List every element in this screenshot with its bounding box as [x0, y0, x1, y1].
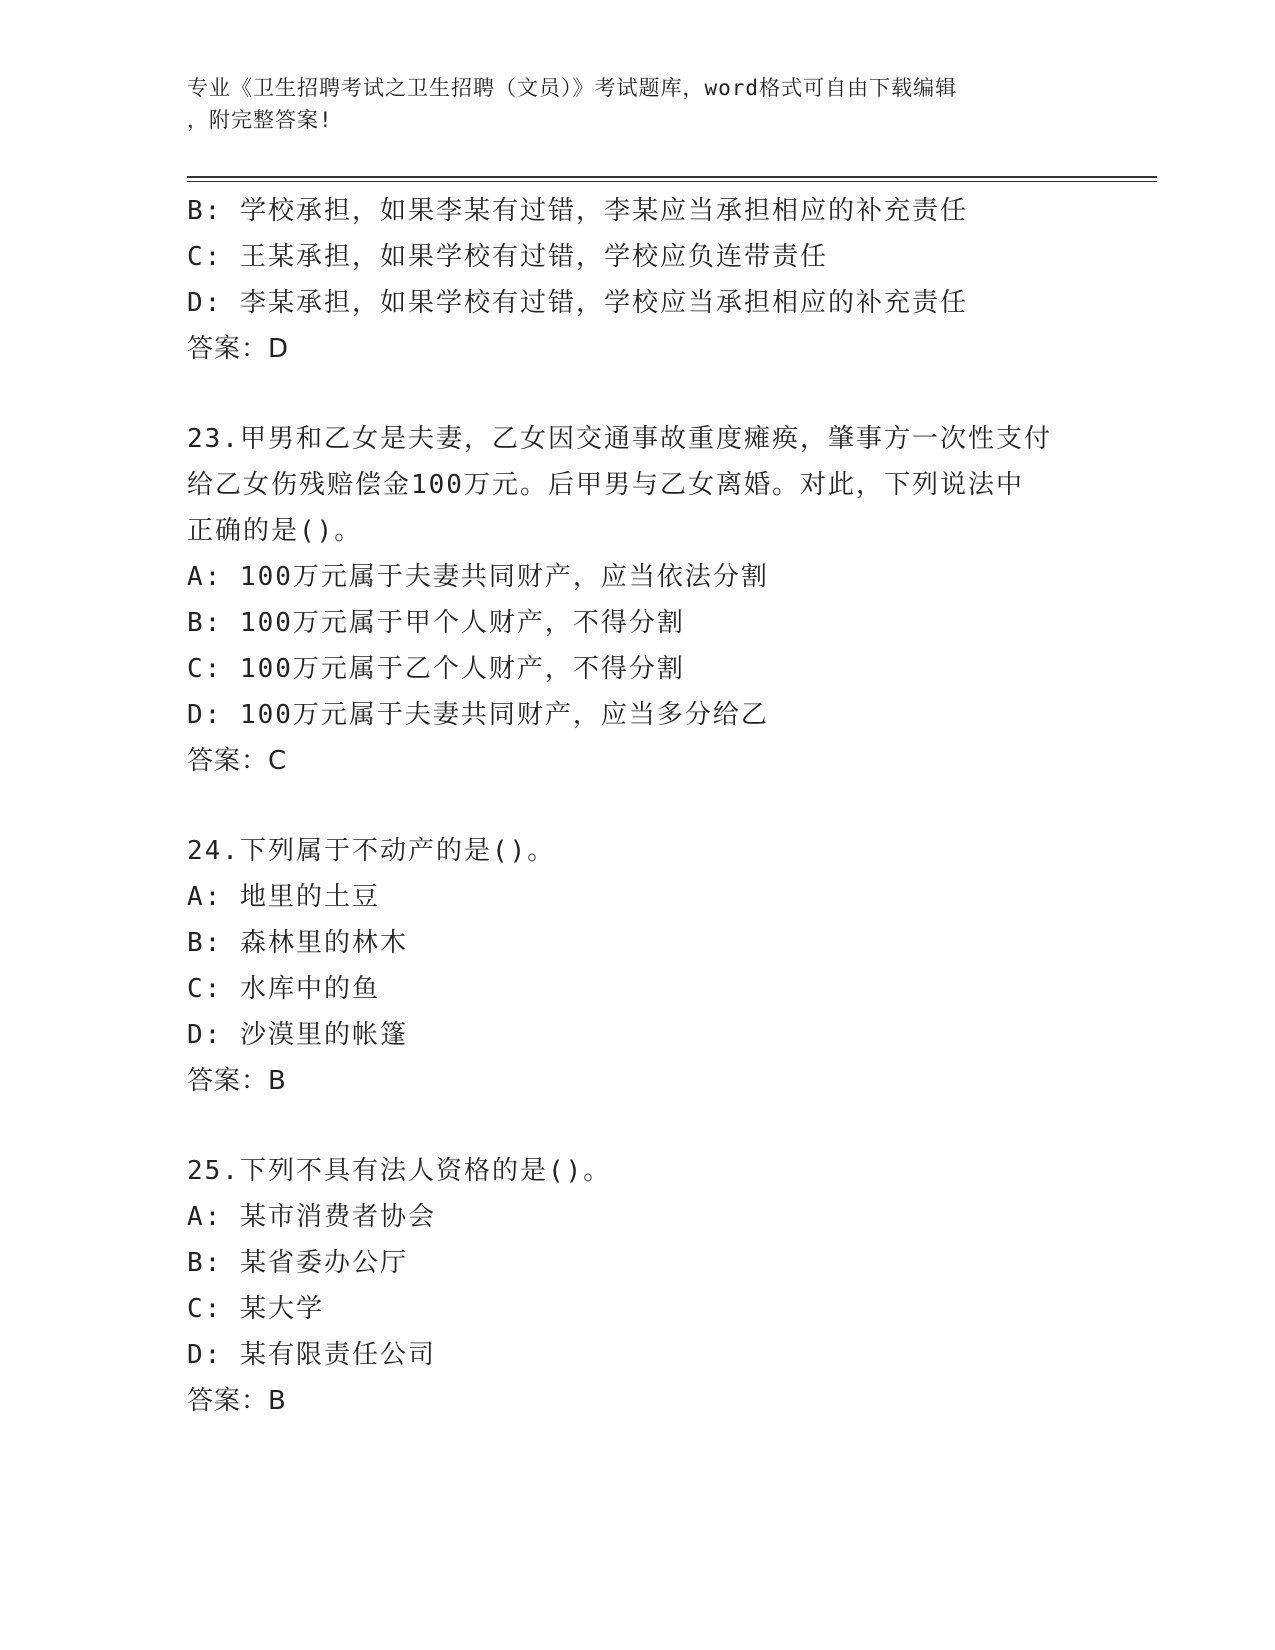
- header-divider-thin: [187, 181, 1157, 182]
- header-divider-thick: [187, 176, 1157, 178]
- question-stem: [187, 828, 1077, 874]
- option-d: D: 李某承担，如果学校有过错，学校应当承担相应的补充责任: [187, 288, 968, 318]
- option-b: B: 某省委办公厅: [187, 1248, 408, 1278]
- option-d: D: 100万元属于夫妻共同财产，应当多分给乙: [187, 700, 769, 730]
- question-list: [187, 188, 1087, 1424]
- option-a: A: 某市消费者协会: [187, 1202, 436, 1232]
- option-c: C: 水库中的鱼: [187, 974, 380, 1004]
- question-stem: [187, 416, 1077, 554]
- header-line-1: 专业《卫生招聘考试之卫生招聘（文员）》考试题库，word格式可自由下载编辑: [187, 76, 958, 100]
- header-line-2: ，附完整答案!: [187, 108, 333, 132]
- question-22-continued: [187, 188, 1087, 372]
- question-stem: [187, 1148, 1077, 1194]
- option-d: D: 沙漠里的帐篷: [187, 1020, 408, 1050]
- stem-line: 24.下列属于不动产的是()。: [187, 836, 556, 866]
- option-b: B: 100万元属于甲个人财产，不得分割: [187, 608, 685, 638]
- stem-line: 给乙女伤残赔偿金100万元。后甲男与乙女离婚。对此，下列说法中: [187, 470, 1024, 500]
- stem-line: 正确的是()。: [187, 516, 363, 546]
- answer: 答案：B: [187, 1386, 287, 1416]
- option-c: C: 某大学: [187, 1294, 324, 1324]
- document-header: [187, 72, 1077, 136]
- option-c: C: 100万元属于乙个人财产，不得分割: [187, 654, 685, 684]
- question-24: [187, 828, 1087, 1104]
- option-d: D: 某有限责任公司: [187, 1340, 436, 1370]
- answer: 答案：C: [187, 746, 288, 776]
- stem-line: 25.下列不具有法人资格的是()。: [187, 1156, 612, 1186]
- option-c: C: 王某承担，如果学校有过错，学校应负连带责任: [187, 242, 828, 272]
- option-a: A: 100万元属于夫妻共同财产，应当依法分割: [187, 562, 769, 592]
- question-25: [187, 1148, 1087, 1424]
- answer: 答案：D: [187, 334, 290, 364]
- option-b: B: 学校承担，如果李某有过错，李某应当承担相应的补充责任: [187, 196, 968, 226]
- option-a: A: 地里的土豆: [187, 882, 380, 912]
- stem-line: 23.甲男和乙女是夫妻，乙女因交通事故重度瘫痪，肇事方一次性支付: [187, 424, 1052, 454]
- option-b: B: 森林里的林木: [187, 928, 408, 958]
- answer: 答案：B: [187, 1066, 287, 1096]
- question-23: [187, 416, 1087, 784]
